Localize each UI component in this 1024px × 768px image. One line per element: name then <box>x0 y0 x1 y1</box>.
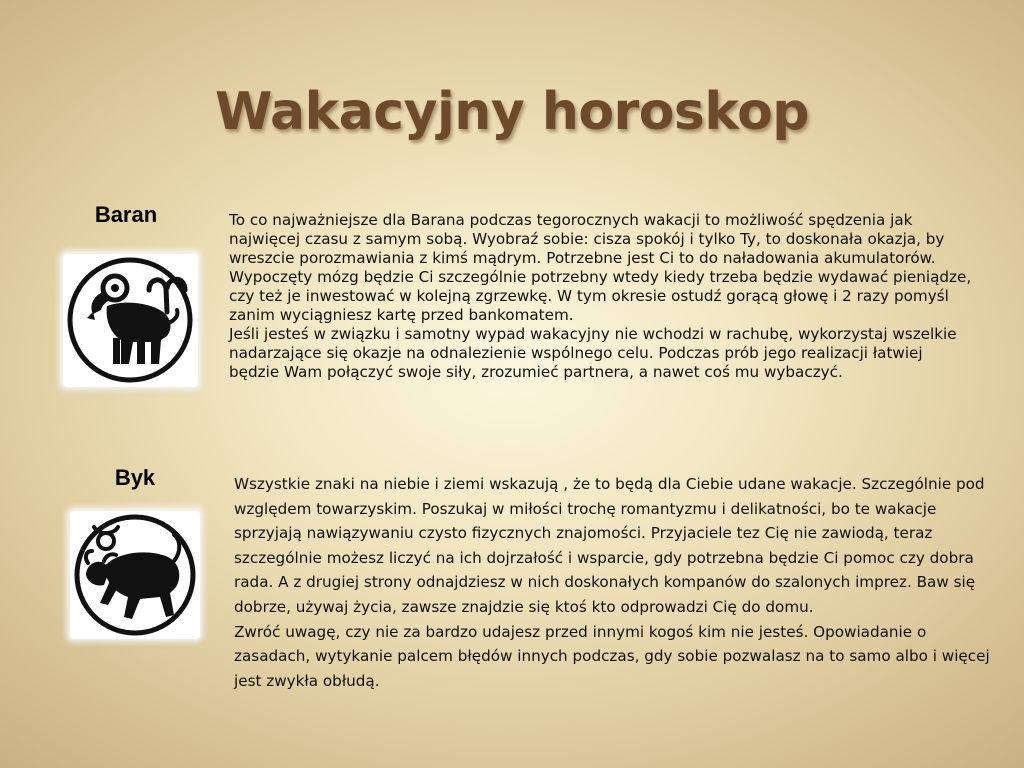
taurus-zodiac-icon <box>70 511 200 639</box>
slide-title: Wakacyjny horoskop <box>214 82 810 142</box>
taurus-horoscope-text <box>234 472 1004 693</box>
taurus-paragraph: Zwróć uwagę, czy nie za bardzo udajesz przed innymi kogoś kim nie jesteś. Opowiadanie o zasadach, wytykanie palcem błędów innych podczas, gdy sobie pozwalasz na to samo albo i więcej jest zwykła obłudą. <box>234 622 990 690</box>
aries-paragraph: To co najważniejsze dla Barana podczas tegorocznych wakacji to możliwość spędzenia jak najwięcej czasu z samym sobą. Wyobraź sobie: cisza spokój i tylko Ty, to doskonała okazja, by wreszcie porozmawiania z kimś mądrym. Potrzebne jest Ci to do naładowania akumulatorów. <box>229 211 945 267</box>
sign-name-taurus: Byk <box>114 465 156 490</box>
sign-name-aries: Baran <box>94 202 158 227</box>
aries-paragraph: Wypoczęty mózg będzie Ci szczególnie potrzebny wtedy kiedy trzeba będzie wydawać pieniądze, czy też je inwestować w kolejną zgrzewkę. W tym okresie ostudź gorącą głowę i 2 razy pomyśl zanim wyciągniesz kartę przed bankomatem. <box>229 268 972 324</box>
taurus-paragraph: Wszystkie znaki na niebie i ziemi wskazują , że to będą dla Ciebie udane wakacje. Szczególnie pod względem towarzyskim. Poszukaj w miłości trochę romantyzmu i delikatności, bo te wakacje sprzyjają nawiązywaniu czysto fizycznych znajomości. Przyjaciele tez Cię nie zawiodą, teraz szczególnie możesz liczyć na ich dojrzałość i wsparcie, gdy potrzebna będzie Ci pomoc czy dobra rada. A z drugiej strony odnajdziesz w nich doskonałych kompanów do szalonych imprez. Baw się dobrze, używaj życia, zawsze znajdzie się ktoś kto odprowadzi Cię do domu. <box>234 475 985 616</box>
aries-horoscope-text <box>229 211 977 382</box>
aries-zodiac-icon <box>63 254 198 387</box>
aries-paragraph: Jeśli jesteś w związku i samotny wypad wakacyjny nie wchodzi w rachubę, wykorzystaj wszelkie nadarzające się okazje na odnalezienie wspólnego celu. Podczas prób jego realizacji łatwiej będzie Wam połączyć swoje siły, zrozumieć partnera, a nawet coś mu wybaczyć. <box>229 325 957 381</box>
aries-zodiac-icon-graphic <box>63 254 198 387</box>
taurus-zodiac-icon-graphic <box>70 511 200 639</box>
